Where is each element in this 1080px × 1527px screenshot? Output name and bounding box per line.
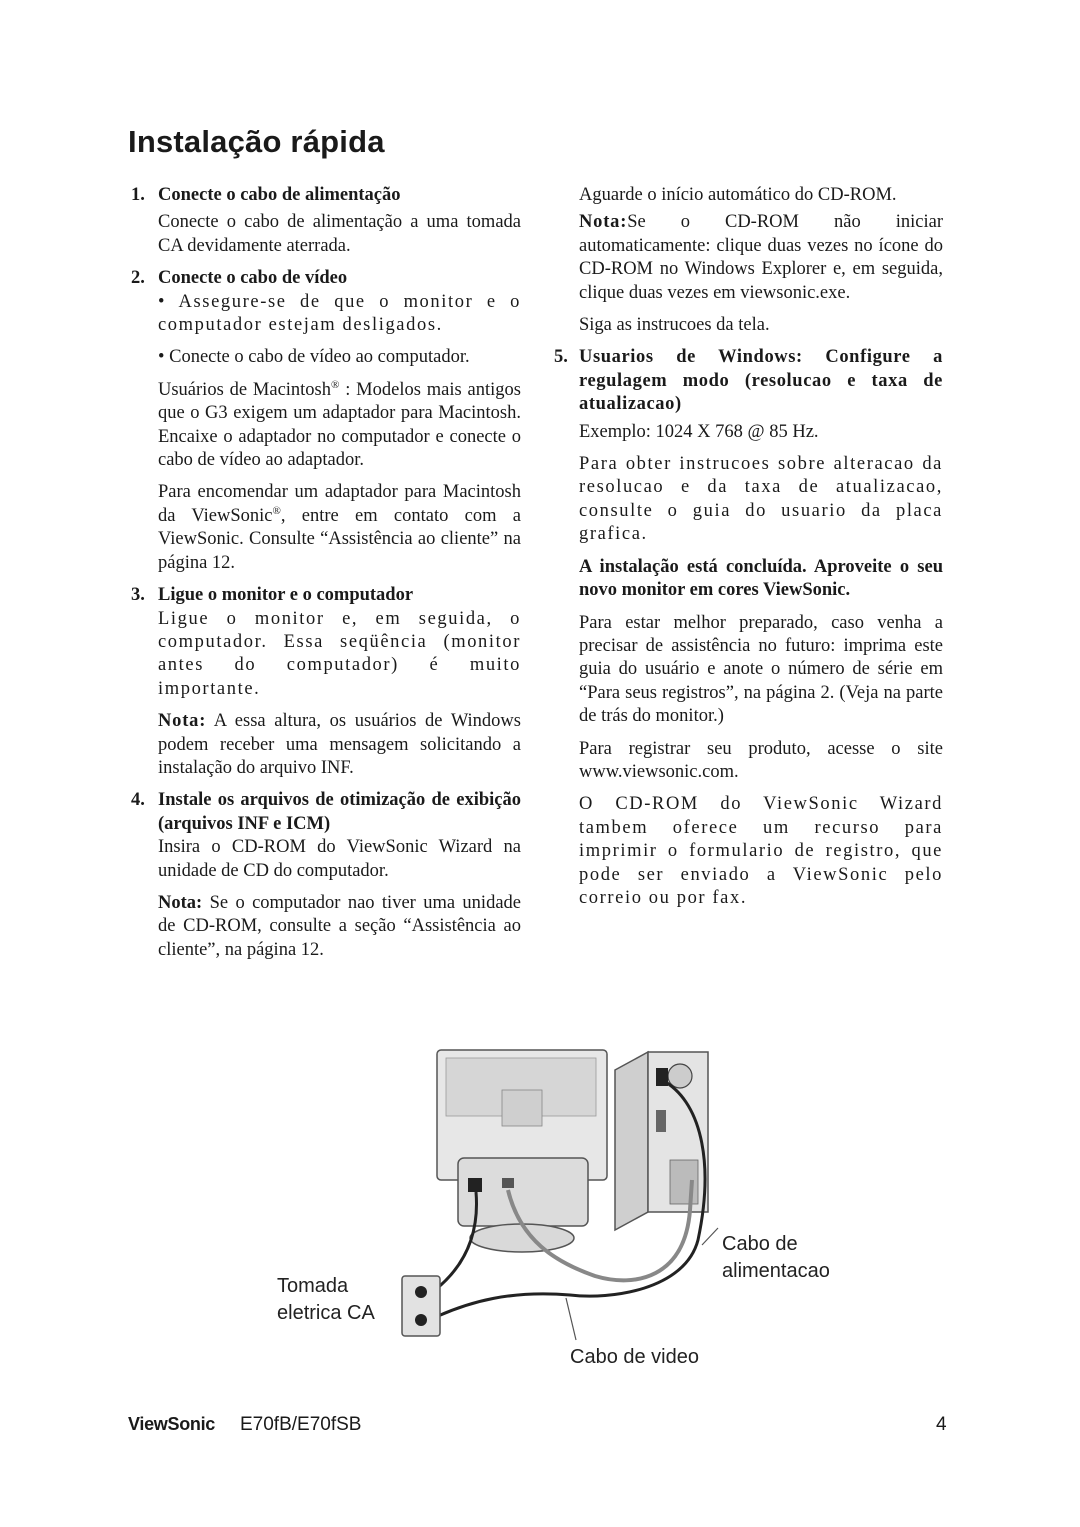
- cdrom-block: [557, 184, 943, 337]
- step-4: [128, 789, 521, 962]
- note-paragraph: [579, 211, 943, 305]
- note-paragraph: [158, 710, 521, 780]
- bullet-item: • Assegure-se de que o monitor e o computador estejam desligados.: [158, 291, 521, 336]
- footer-model: E70fB/E70fSB: [240, 1414, 362, 1435]
- registered-mark: ®: [331, 378, 340, 391]
- closing-block: [557, 556, 943, 911]
- caption-outlet: [277, 1273, 375, 1327]
- power-port: [468, 1178, 482, 1192]
- macintosh-paragraph: [158, 379, 521, 473]
- leader-video: [566, 1298, 576, 1340]
- caption-video-cable: Cabo de video: [570, 1346, 699, 1368]
- info-text: Para obter instrucoes sobre alteracao da resolucao e da taxa de atualizacao, consulte o guia do usuario da placa grafica.: [579, 454, 943, 545]
- step-number: 1.: [131, 185, 145, 205]
- follow-text: Siga as instrucoes da tela.: [579, 315, 770, 336]
- wizard-text: O CD-ROM do ViewSonic Wizard tambem oferece um recurso para imprimir o formulario de registro, que pode ser enviado a ViewSonic pelo correio ou por fax.: [579, 794, 943, 908]
- caption-line: Cabo de: [722, 1233, 798, 1255]
- registered-mark: ®: [272, 504, 281, 517]
- right-column: [554, 184, 943, 910]
- plug-bottom: [415, 1314, 427, 1326]
- step-text: Insira o CD-ROM do ViewSonic Wizard na unidade de CD do computador.: [158, 837, 521, 881]
- tower-video-port: [656, 1110, 666, 1132]
- note-paragraph: [158, 892, 521, 962]
- note-label: Nota:: [158, 892, 203, 913]
- step-1: [128, 184, 521, 258]
- footer-brand: ViewSonic: [128, 1414, 216, 1434]
- wall-outlet: [402, 1276, 440, 1336]
- step-number: 3.: [131, 585, 145, 606]
- text-run: : Modelos mais antigos que o G3 exigem um adaptador para Macintosh. Encaixe o adaptador no computador e conecte o cabo de vídeo ao adaptador.: [158, 379, 521, 471]
- step-heading: Conecte o cabo de alimentação: [158, 185, 401, 205]
- tower-side: [615, 1052, 648, 1230]
- step-text: Conecte o cabo de alimentação a uma tomada CA devidamente aterrada.: [158, 212, 521, 256]
- register-text: Para registrar seu produto, acesse o site www.viewsonic.com.: [579, 738, 943, 782]
- leader-power: [702, 1228, 718, 1245]
- step-heading: Conecte o cabo de vídeo: [158, 268, 348, 289]
- page-title: Instalação rápida: [128, 124, 385, 159]
- step-number: 5.: [554, 347, 568, 368]
- step-heading: Usuarios de Windows: Configure a regulagem modo (resolucao e taxa de atualizacao): [579, 347, 943, 415]
- note-label: Nota:: [158, 711, 207, 732]
- text-run: , entre em contato com a ViewSonic. Consulte “Assistência ao cliente” na página 12.: [158, 505, 521, 573]
- step-heading: Instale os arquivos de otimização de exibição (arquivos INF e ICM): [158, 790, 521, 834]
- connection-illustration: [380, 1040, 760, 1350]
- text-run: Para encomendar um adaptador para Macintosh da ViewSonic: [158, 482, 521, 526]
- page-number: 4: [936, 1414, 947, 1435]
- caption-power-cable: [722, 1231, 830, 1285]
- example-text: Exemplo: 1024 X 768 @ 85 Hz.: [579, 421, 819, 442]
- note-text: A essa altura, os usuários de Windows podem receber uma mensagem solicitando a instalação do arquivo INF.: [158, 711, 521, 778]
- step-number: 4.: [131, 790, 145, 811]
- monitor-label: [502, 1090, 542, 1126]
- note-label: Nota:: [579, 212, 628, 233]
- monitor-stand: [470, 1224, 574, 1252]
- order-adapter-paragraph: [158, 481, 521, 575]
- wait-text: Aguarde o início automático do CD-ROM.: [579, 185, 897, 205]
- prepare-text: Para estar melhor preparado, caso venha a precisar de assistência no futuro: imprima este guia do usuário e anote o número de série em “Para seus registros”, na página 2. (Veja na parte de trás do monitor.): [579, 612, 943, 727]
- text-run: Usuários de Macintosh: [158, 379, 332, 400]
- step-3: [128, 584, 521, 780]
- caption-line: Tomada: [277, 1275, 349, 1297]
- step-text: Ligue o monitor e, em seguida, o computador. Essa seqüência (monitor antes do computador) é muito importante.: [158, 608, 521, 699]
- step-5: [554, 346, 943, 546]
- caption-line: eletrica CA: [277, 1302, 375, 1324]
- plug-top: [415, 1286, 427, 1298]
- video-port: [502, 1178, 514, 1188]
- bullet-item: • Conecte o cabo de vídeo ao computador.: [158, 347, 470, 368]
- caption-line: alimentacao: [722, 1260, 830, 1282]
- step-heading: Ligue o monitor e o computador: [158, 585, 414, 606]
- note-text: Se o computador nao tiver uma unidade de CD-ROM, consulte a seção “Assistência ao cliente”, na página 12.: [158, 892, 521, 960]
- step-number: 2.: [131, 268, 145, 289]
- left-column: [128, 184, 521, 962]
- note-text: Se o CD-ROM não iniciar automaticamente: clique duas vezes no ícone do CD-ROM no Windows Explorer e, em seguida, clique duas vezes em viewsonic.exe.: [579, 212, 943, 303]
- step-2: [128, 267, 521, 575]
- completed-text: A instalação está concluída. Aproveite o seu novo monitor em cores ViewSonic.: [579, 556, 943, 601]
